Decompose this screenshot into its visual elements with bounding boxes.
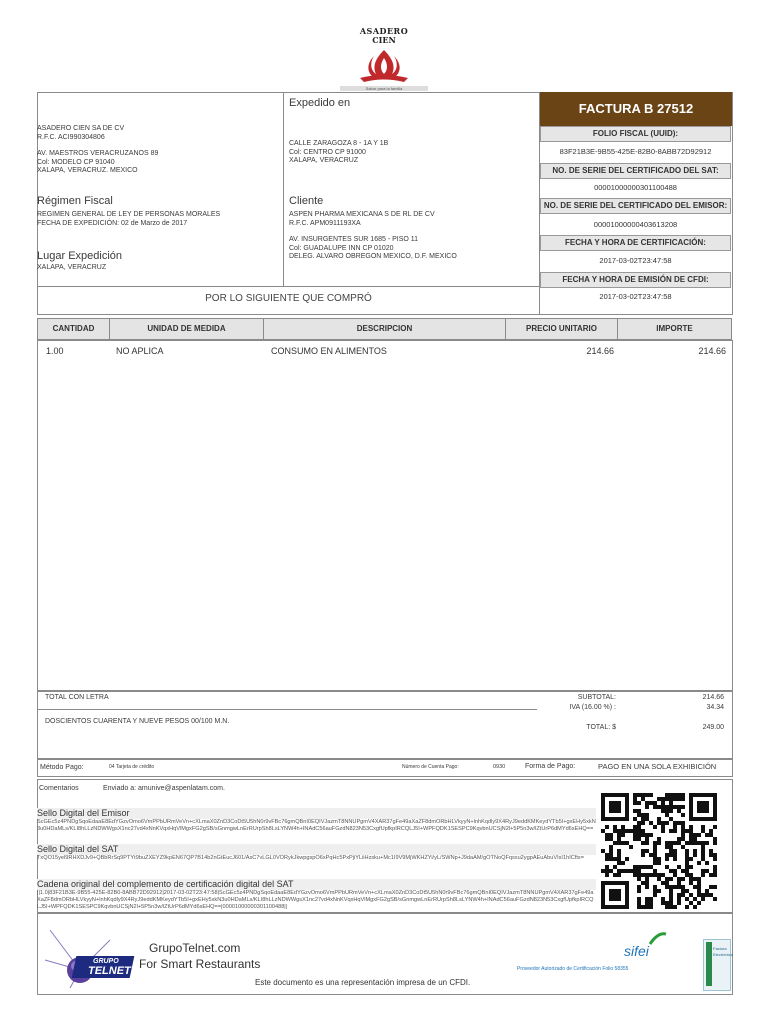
emisor-name: ASADERO CIEN SA DE CV [37, 125, 125, 132]
cuenta-value: 0930 [493, 764, 506, 770]
cadena-text: ||1.0|83F21B3E-9B55-425E-82B0-8ABB72D92912|2017-03-02T23:47:58|ScGEc5z4PNDgSqoEdaaE8EdYGzvOmo6VmPPbURmVeVn+cXLmaX0ZnD3CoDt5U5hN0r9vFBc76gmQBnI0EQIVJazmT8NNUPgmV4XAR37gFe49aXaZF8dmORbHLVkyyN+lnhKqdly9X4RyJ9eddKMKeydYTb5I+gxEHy5xkN3u0HDaMLs/KLI8hLLzNDWWgsX1nc27vd4xNnKVqxHqVlMgxFG2gSB/sGnmgwLnErRUrpSh8LsLYNW4h+INAdC56auFGzdN823N53CxgfUpfkpIRCQLJ5I+WPFQDK1SESPC9KqvbnUCSjN2l+5P5n3w/lZtUrP6dMYd6sEHQ==|00001000000301100488|| [37, 890, 594, 911]
cert-sat-label: NO. DE SERIE DEL CERTIFICADO DEL SAT: [540, 163, 731, 179]
emisor-address-1: AV. MAESTROS VERACRUZANOS 89 [37, 150, 159, 157]
fecha-emision-label: FECHA Y HORA DE EMISIÓN DE CFDI: [540, 272, 731, 288]
invoice-title: FACTURA B 27512 [540, 92, 732, 126]
col-importe: IMPORTE [617, 318, 732, 340]
grupotelnet-site[interactable]: GrupoTelnet.com [149, 941, 241, 955]
fecha-emision-value: 2017-03-02T23:47:58 [599, 292, 672, 301]
col-unidad: UNIDAD DE MEDIDA [109, 318, 264, 340]
expedido-address-2: Col: CENTRO CP 91000 [289, 148, 366, 156]
sello-sat-title: Sello Digital del SAT [37, 844, 596, 855]
cliente-address-3: DELEG. ALVARO OBREGON MEXICO, D.F. MEXICO [289, 253, 457, 260]
row-importe: 214.66 [698, 346, 726, 356]
items-body [37, 340, 733, 691]
total-letra: DOSCIENTOS CUARENTA Y NUEVE PESOS 00/100 M.N. [45, 718, 230, 725]
grupo-telnet-logo [40, 920, 150, 990]
lugar-text: XALAPA, VERACRUZ [37, 264, 107, 271]
row-unidad: NO APLICA [116, 346, 164, 356]
telnet-text: TELNET [88, 965, 131, 977]
factura-electronica-badge [703, 939, 731, 991]
badge-text-1: Factura [713, 946, 727, 951]
cuenta-label: Número de Cuenta Pago: [402, 764, 459, 770]
emisor-address-2: Col: MODELO CP 91040 [37, 158, 115, 166]
cert-emisor-label: NO. DE SERIE DEL CERTIFICADO DEL EMISOR: [540, 198, 731, 214]
iva-value: 34.34 [706, 704, 724, 711]
cert-sat-value: 00001000000301100488 [594, 183, 677, 192]
lugar-title: Lugar Expedición [37, 250, 123, 262]
expedido-address-3: XALAPA, VERACRUZ [289, 157, 359, 164]
emisor-block [37, 125, 277, 176]
cliente-address-2: Col: GUADALUPE INN CP 01020 [289, 244, 394, 252]
cliente-block [289, 211, 534, 262]
forma-value: PAGO EN UNA SOLA EXHIBICIÓN [598, 762, 717, 771]
row-cantidad: 1.00 [46, 346, 64, 356]
badge-ribbon-icon [706, 942, 712, 986]
logo-text-line2: CIEN [372, 35, 396, 45]
row-descripcion: CONSUMO EN ALIMENTOS [271, 346, 387, 356]
badge-text-2: Electrónica [713, 952, 733, 957]
logo-tagline: Sabor para la familia [340, 86, 428, 91]
col-cantidad: CANTIDAD [37, 318, 110, 340]
grupotelnet-slogan: For Smart Restaurants [139, 957, 261, 971]
total-label: TOTAL: $ [586, 724, 616, 731]
cert-emisor-value: 00001000000403613208 [593, 220, 678, 229]
sello-emisor-text: ScGEc5z4PNDgSqoEdaaE8EdYGzvOmo6VmPPbURmVeVn+cXLmaX0ZnD3CoDt5U5hN0r9vFBc76gmQBnI0EQIVJazmT8NNUPgmV4XAR37gFe49aXaZF8dmORbHLVkyyN+lnhKqdly9X4RyJ9eddKMKeydYTb5I+gxEHy5xkN3u0HDaMLs/KLI8hLLzNDWWgsX1nc27vd4xNnKVqxHqVlMgxFG2gSB/sGnmgwLnErRUrpSh8LsLYNW4h+INAdC56auFGzdN823N53CxgfUpfkpIRCQLJ5I+WPFQDK1SESPC9KqvbnUCSjN2l+5P5n3w/lZtUrP6dMYd6sEHQ== [37, 819, 596, 833]
metodo-value: 04 Tarjeta de crédito [109, 764, 155, 770]
fecha-expedicion: FECHA DE EXPEDICIÓN: 02 de Marzo de 2017 [37, 219, 188, 227]
sifei-swoosh-icon [648, 930, 668, 950]
subtotal-value: 214.66 [702, 694, 724, 701]
header-divider-h [37, 286, 540, 287]
compro-heading: POR LO SIGUIENTE QUE COMPRÓ [205, 293, 372, 304]
cliente-address-1: AV. INSURGENTES SUR 1685 - PISO 11 [289, 236, 419, 243]
uuid-value: 83F21B3E-9B55-425E-82B0-8ABB72D92912 [559, 147, 712, 156]
forma-label: Forma de Pago: [525, 763, 576, 770]
col-descripcion: DESCRIPCION [263, 318, 506, 340]
company-logo [340, 26, 428, 92]
col-precio: PRECIO UNITARIO [505, 318, 618, 340]
regimen-block [37, 211, 281, 228]
cliente-name: ASPEN PHARMA MEXICANA S DE RL DE CV [289, 211, 435, 218]
logo-text-line1: ASADERO [359, 26, 409, 36]
sifei-logo: sifei [624, 943, 649, 959]
cliente-title: Cliente [289, 195, 324, 207]
header-divider-v [283, 92, 284, 286]
regimen-title: Régimen Fiscal [37, 195, 113, 207]
grupo-text: GRUPO [93, 958, 119, 965]
metodo-label: Método Pago: [40, 764, 84, 771]
expedido-address-1: CALLE ZARAGOZA 8 - 1A Y 1B [289, 140, 389, 147]
emisor-rfc: R.F.C. ACI990304806 [37, 133, 105, 141]
expedido-block [289, 140, 529, 166]
cfdi-leyenda: Este documento es una representación impresa de un CFDI. [255, 978, 471, 987]
emisor-address-3: XALAPA, VERACRUZ. MEXICO [37, 167, 138, 174]
fecha-cert-value: 2017-03-02T23:47:58 [599, 256, 672, 265]
cliente-rfc: R.F.C. APM0911193XA [289, 219, 361, 227]
total-value: 249.00 [702, 724, 724, 731]
sello-sat-text: TxQO15yel9RHXDJv9+QBbRrSq9PTYt9buZXEYZ9kpEN67QP7B14b2nGtEucJ601/AsC7vLGL0VORykJkwpgspO6xPqHc5PxPjiYLiiHzsku+Mc1I9V9MjWKHZYi/yL/SWNp+J9daAM/gOTNoQFqsxu2ygpAEuAbuVIsI1hICfts= [37, 855, 584, 861]
sello-emisor-title: Sello Digital del Emisor [37, 808, 596, 819]
iva-label: IVA (16.00 %) : [569, 704, 616, 711]
regimen-text: REGIMEN GENERAL DE LEY DE PERSONAS MORALES [37, 211, 221, 218]
subtotal-label: SUBTOTAL: [577, 694, 616, 701]
uuid-label: FOLIO FISCAL (UUID): [540, 126, 731, 142]
totals-divider-h [37, 709, 537, 710]
comentarios-label: Comentarios [39, 785, 79, 792]
fecha-cert-label: FECHA Y HORA DE CERTIFICACIÓN: [540, 235, 731, 251]
expedido-title: Expedido en [289, 97, 351, 109]
proveedor-text: Proveedor Autorizado de Certificación Folio 58355 [517, 966, 629, 972]
qr-code [601, 793, 717, 909]
cadena-title: Cadena original del complemento de certificación digital del SAT [37, 879, 596, 890]
flame-icon [340, 44, 428, 86]
total-letra-label: TOTAL CON LETRA [45, 694, 109, 701]
row-precio: 214.66 [586, 346, 614, 356]
comentarios-text: Enviado a: amunive@aspenlatam.com. [103, 785, 225, 792]
